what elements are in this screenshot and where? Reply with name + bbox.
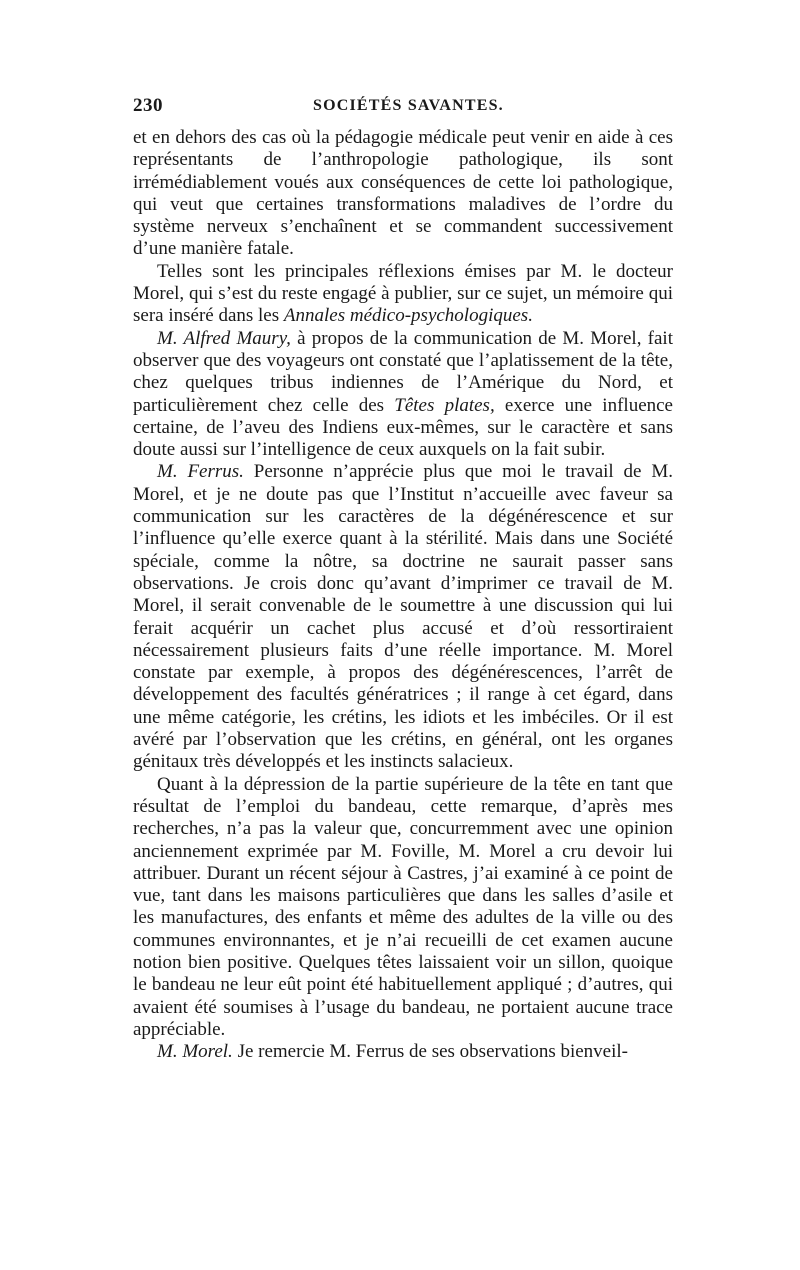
paragraph-morel-reply [133,1041,673,1063]
speaker-name: M. Morel. [157,1041,233,1063]
running-title: SOCIÉTÉS SAVANTES. [313,97,504,114]
text-segment: Personne n’apprécie plus que moi le travail de M. Morel, et je ne doute pas que l’Institut n’accueille avec faveur sa communication sur les caractères de la dégénérescence et sur l’influence qu’elle exerce quant à la stérilité. Mais dans une Société spéciale, comme la nôtre, sa doctrine ne saurait passer sans observations. Je crois donc qu’avant d’imprimer ce travail de M. Morel, il serait convenable de le soumettre à une discussion qui lui ferait acquérir un cachet plus accusé et d’où ressortiraient nécessairement plusieurs faits d’une réelle importance. M. Morel constate par exemple, à propos des dégénérescences, l’arrêt de développement des facultés génératrices ; il range à cet égard, dans une même catégorie, les crétins, les idiots et les imbéciles. Or il est avéré par l’observation que les crétins, en général, ont les organes génitaux très développés et les instincts salacieux. [133,461,673,773]
speaker-name: M. Alfred Maury, [157,327,291,349]
text-segment: Je remercie M. Ferrus de ses observations bienveil- [232,1041,628,1063]
paragraph-maury [133,328,673,462]
page-body [133,127,673,1063]
page-number: 230 [133,95,163,116]
text-segment: à propos de la communication de M. Morel, fait observer que des voyageurs ont constaté que l’aplatissement de la tête, chez quelques tribus indiennes de l’Amérique du Nord, et particulièrement chez celle des [133,327,673,416]
running-head [133,95,673,127]
paragraph-morel-summary [133,261,673,328]
journal-title: Annales médico-psychologiques. [283,305,533,327]
italic-term: Têtes plates, [394,394,495,416]
paragraph-continuation [133,127,673,261]
text-segment: exerce une influence certaine, de l’aveu des Indiens eux-mêmes, sur le caractère et sans doute aussi sur l’intelligence de ceux auxquels on la fait subir. [133,394,673,461]
text-segment: Quant à la dépression de la partie supérieure de la tête en tant que résultat de l’emploi du bandeau, cette remarque, d’après mes recherches, n’a pas la valeur que, concurremment avec une opinion anciennement exprimée par M. Foville, M. Morel a cru devoir lui attribuer. Durant un récent séjour à Castres, j’ai examiné à ce point de vue, tant dans les maisons particulières que dans les salles d’asile et les manufactures, des enfants et même des adultes de la ville ou des communes environnantes, et je n’ai recueilli de cet examen aucune notion bien positive. Quelques têtes laissaient voir un sillon, quoique le bandeau ne leur eût point été habituellement appliqué ; d’autres, qui avaient été soumises à l’usage du bandeau, ne portaient aucune trace appréciable. [133,773,673,1040]
paragraph-ferrus [133,461,673,773]
text-segment: et en dehors des cas où la pédagogie médicale peut venir en aide à ces représentants de l’anthropologie pathologique, ils sont irrémédiablement voués aux conséquences de cette loi pathologique, qui veut que certaines transformations maladives de l’ordre du système nerveux s’enchaînent et se commandent successivement d’une manière fatale. [133,127,673,260]
speaker-name: M. Ferrus. [157,461,244,483]
text-segment: Telles sont les principales réflexions émises par M. le docteur Morel, qui s’est du reste engagé à publier, sur ce sujet, un mémoire qui sera inséré dans les [133,260,673,327]
paragraph-bandeau [133,774,673,1042]
book-page [133,95,673,1063]
